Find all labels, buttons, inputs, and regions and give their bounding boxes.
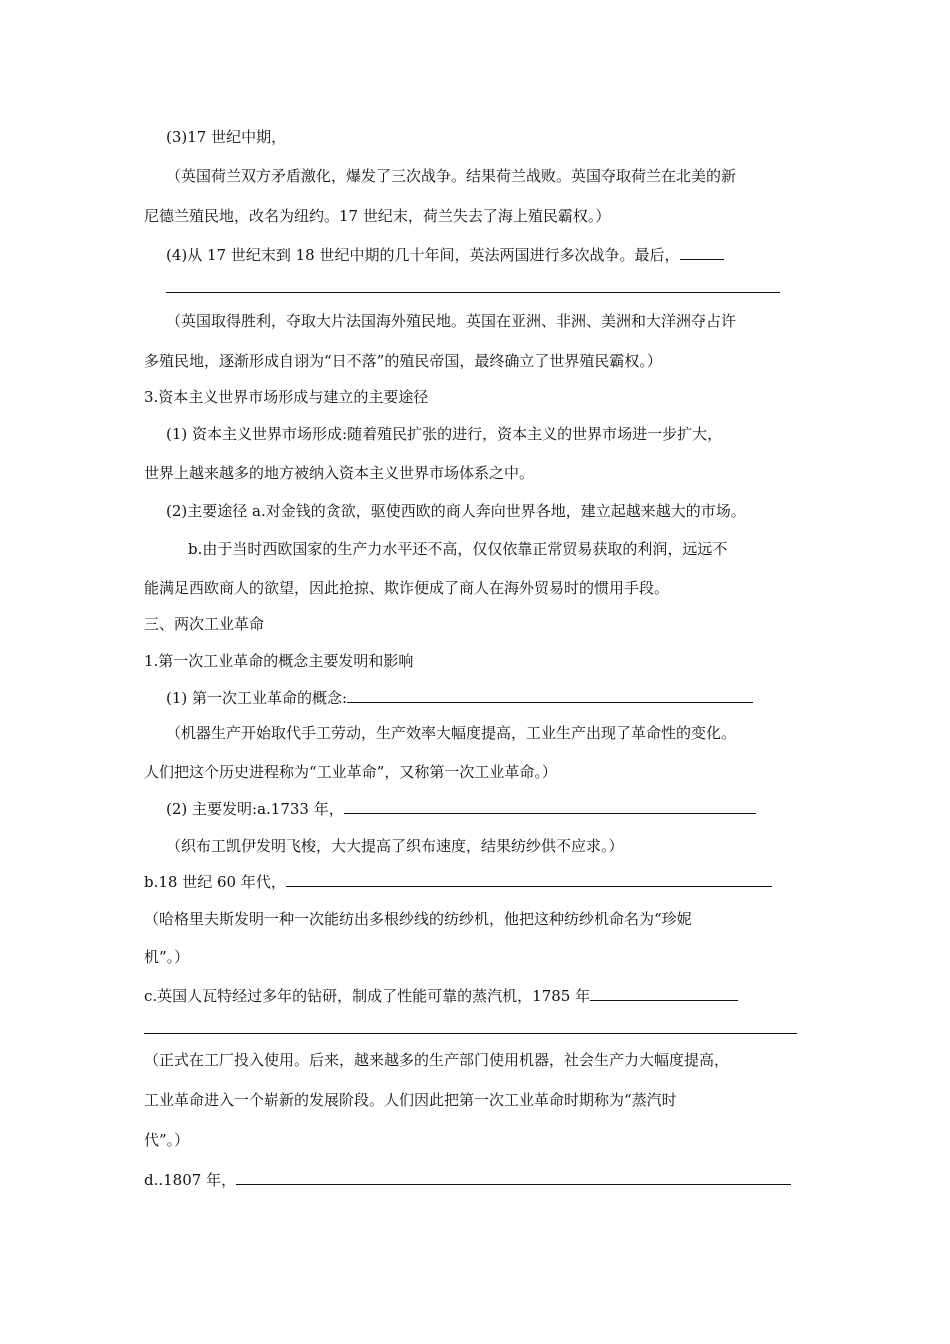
answer-blank[interactable] [344,799,756,814]
text-line: （哈格里夫斯发明一种一次能纺出多根纱线的纺纱机，他把这种纺纱机命名为“珍妮 [144,910,692,928]
text-line: 人们把这个历史进程称为“工业革命”，又称第一次工业革命。） [144,763,557,781]
text-line: （机器生产开始取代手工劳动，生产效率大幅度提高，工业生产出现了革命性的变化。 [166,724,737,742]
text-line: 世界上越来越多的地方被纳入资本主义世界市场体系之中。 [144,464,535,482]
text-segment: (4)从 17 世纪末到 18 世纪中期的几十年间，英法两国进行多次战争。最后， [166,246,680,264]
answer-blank[interactable] [680,245,724,260]
text-line: 代”。） [144,1131,190,1149]
text-line: （英国取得胜利，夺取大片法国海外殖民地。英国在亚洲、非洲、美洲和大洋洲夺占许 [166,312,737,330]
text-line: 多殖民地，逐渐形成自诩为“日不落”的殖民帝国，最终确立了世界殖民霸权。） [144,352,662,370]
text-segment: c.英国人瓦特经过多年的钻研，制成了性能可靠的蒸汽机，1785 年 [144,987,591,1005]
text-segment: (1) 第一次工业革命的概念: [166,689,348,707]
text-line: （正式在工厂投入使用。后来，越来越多的生产部门使用机器，社会生产力大幅度提高， [144,1051,730,1069]
text-line: b.由于当时西欧国家的生产力水平还不高，仅仅依靠正常贸易获取的利润，远远不 [188,540,728,558]
text-line: （英国荷兰双方矛盾激化，爆发了三次战争。结果荷兰战败。英国夺取荷兰在北美的新 [166,167,737,185]
text-line: 机”。） [144,948,190,966]
section-heading: 3.资本主义世界市场形成与建立的主要途径 [144,388,429,406]
text-segment: (2) 主要发明:a.1733 年， [166,800,344,818]
text-line: 工业革命进入一个崭新的发展阶段。人们因此把第一次工业革命时期称为“蒸汽时 [144,1091,677,1109]
section-heading: 三、两次工业革命 [144,615,265,633]
text-line [166,245,724,265]
text-line [144,1170,791,1190]
text-line: 尼德兰殖民地，改名为纽约。17 世纪末，荷兰失去了海上殖民霸权。） [144,207,611,225]
answer-blank[interactable] [286,872,772,887]
text-line [166,688,753,708]
text-line: (2)主要途径 a.对金钱的贪欲，驱使西欧的商人奔向世界各地，建立起越来越大的市场。 [166,502,746,520]
text-line [144,986,738,1006]
text-line: (1) 资本主义世界市场形成:随着殖民扩张的进行，资本主义的世界市场进一步扩大， [166,425,723,443]
answer-blank-line[interactable] [144,1033,797,1034]
section-heading: 1.第一次工业革命的概念主要发明和影响 [144,652,414,670]
text-segment: d..1807 年， [144,1171,237,1189]
text-line [166,799,756,819]
text-line: （织布工凯伊发明飞梭，大大提高了织布速度，结果纺纱供不应求。） [166,837,624,855]
answer-blank[interactable] [236,1170,791,1185]
text-line: (3)17 世纪中期， [166,128,287,146]
answer-blank[interactable] [347,688,753,703]
text-line: 能满足西欧商人的欲望，因此抢掠、欺诈便成了商人在海外贸易时的惯用手段。 [144,579,670,597]
answer-blank-line[interactable] [166,292,780,293]
text-segment: b.18 世纪 60 年代， [144,873,286,891]
text-line [144,872,772,892]
answer-blank[interactable] [590,986,738,1001]
